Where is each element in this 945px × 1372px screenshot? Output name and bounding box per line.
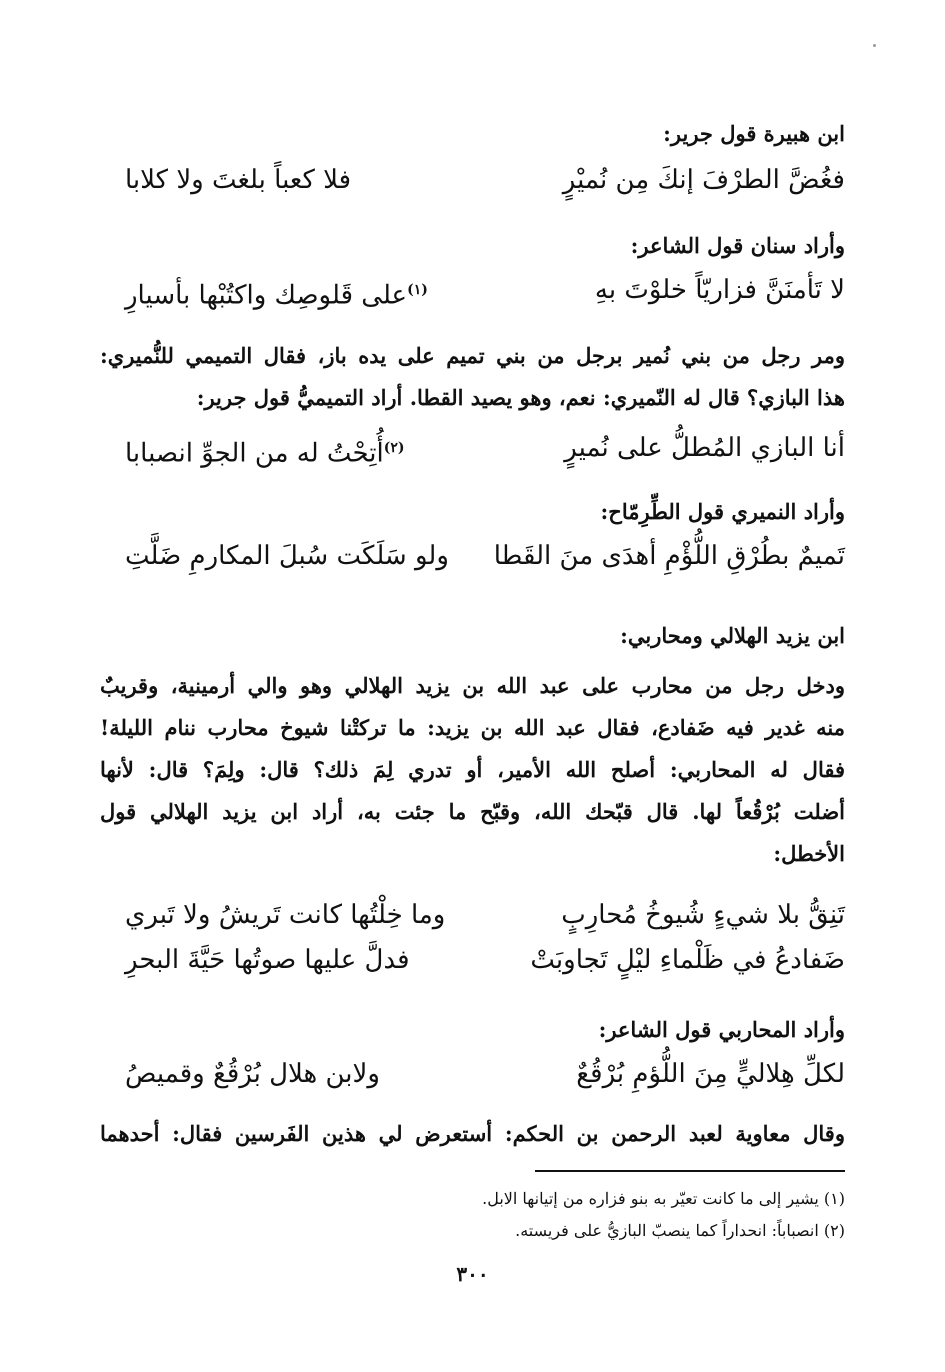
- verse-first-hemistich: لا تَأمنَنَّ فزاريّاً خلوْتَ بهِ: [594, 275, 845, 305]
- paragraph-line: الأخطل:: [773, 841, 845, 866]
- paragraph-line: ومر رجل من بني نُمير برجل من بني تميم على يده باز، فقال التميمي للنُّميري:: [100, 343, 845, 368]
- verse-line: [125, 536, 845, 576]
- verse-line: [125, 940, 845, 980]
- verse-second-hemistich: فلا كعباً بلغتَ ولا كلابا: [125, 165, 352, 195]
- verse-intro: وأراد النميري قول الطِّرِمّاح:: [600, 499, 845, 524]
- paragraph-line: منه غدير فيه ضَفادع، فقال عبد الله بن يزيد: ما تركتْنا شيوخ محارب ننام الليلة!: [100, 715, 845, 740]
- paragraph-line: فقال له المحاربي: أصلح الله الأمير، أو تدري لِمَ ذلك؟ قال: ولِمَ؟ قال: لأنها: [100, 757, 845, 782]
- verse-second-hemistich: ولو سَلَكَت سُبلَ المكارمِ ضَلَّتِ: [125, 541, 449, 571]
- footnote-rule: [535, 1170, 845, 1172]
- footnote-marker: (١): [407, 282, 428, 298]
- verse-first-hemistich: لكلِّ هِلاليٍّ مِنَ اللُّؤمِ بُرْقُعٌ: [576, 1059, 845, 1089]
- verse-intro: وأراد سنان قول الشاعر:: [630, 233, 845, 258]
- footnote: (٢) انصباباً: انحداراً كما ينصبّ البازيُّ على فريسته.: [515, 1221, 845, 1240]
- verse-first-hemistich: تَميمٌ بطُرْقِ اللُّؤْمِ أهدَى منَ القَطا: [493, 541, 845, 571]
- section-heading: ابن يزيد الهلالي ومحاربي:: [620, 623, 845, 648]
- verse-second-hemistich: فدلَّ عليها صوتُها حَيَّةَ البحرِ: [125, 945, 410, 975]
- verse-line: [125, 895, 845, 935]
- paragraph-line: ودخل رجل من محارب على عبد الله بن يزيد الهلالي وهو والي أرمينية، وقريبٌ: [100, 673, 845, 698]
- footnote-marker: (٢): [383, 440, 405, 456]
- verse-intro: ابن هبيرة قول جرير:: [663, 121, 845, 146]
- page-number: ٣٠٠: [456, 1262, 489, 1286]
- verse-second-hemistich: ولابن هلال بُرْقُعٌ وقميصُ: [125, 1059, 380, 1089]
- verse-line: [125, 1054, 845, 1094]
- verse-line: [125, 160, 845, 200]
- verse-intro: وأراد المحاربي قول الشاعر:: [598, 1017, 845, 1042]
- verse-first-hemistich: ضَفادعُ في ظَلْماءِ ليْلٍ تَجاوبَتْ: [530, 945, 845, 975]
- scan-speck: [873, 44, 876, 47]
- paragraph-line: وقال معاوية لعبد الرحمن بن الحكم: أستعرض لي هذين الفَرسين فقال: أحدهما: [100, 1121, 845, 1146]
- verse-second-hemistich: $^{(٢)}$أُتِحْتُ له من الجوِّ انصبابا: [125, 438, 405, 469]
- verse-first-hemistich: أنا البازي المُطلُّ على نُميرٍ: [564, 433, 845, 463]
- verse-first-hemistich: تَنِقُّ بلا شيءٍ شُيوخُ مُحارِبٍ: [561, 900, 845, 930]
- paragraph-line: هذا البازي؟ قال له النّميري: نعم، وهو يصيد القطا. أراد التميميُّ قول جرير:: [196, 385, 845, 410]
- paragraph-line: أضلت بُرْقُعاً لها. قال قبّحك الله، وقبّح ما جئت به، أراد ابن يزيد الهلالي قول: [100, 799, 845, 824]
- verse-line: [125, 270, 845, 310]
- footnote: (١) يشير إلى ما كانت تعيّر به بنو فزاره من إتيانها الابل.: [482, 1189, 845, 1208]
- verse-second-hemistich: $^{(١)}$على قَلوصِك واكتُبْها بأسيارِ: [125, 280, 428, 311]
- verse-second-hemistich: وما خِلْتُها كانت تَريشُ ولا تَبري: [125, 900, 446, 930]
- verse-first-hemistich: فغُضَّ الطرْفَ إنكَ مِن نُميْرٍ: [562, 165, 845, 195]
- verse-line: [125, 428, 845, 468]
